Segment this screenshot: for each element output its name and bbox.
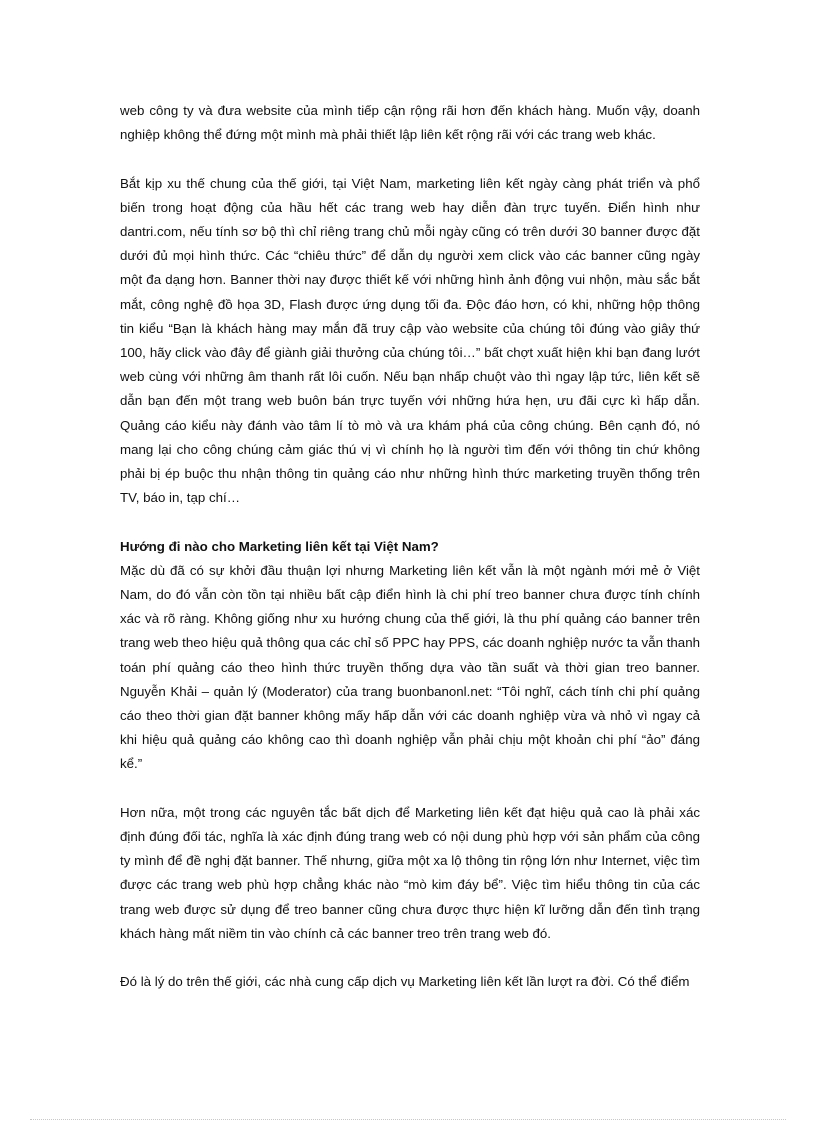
paragraph-intro-continued: web công ty và đưa website của mình tiếp cận rộng rãi hơn đến khách hàng. Muốn vậy, doanh nghiệp không thể đứng một mình mà phải thiết lập liên kết rộng rãi với các trang web khác. <box>120 103 700 143</box>
paragraph-partner-selection: Hơn nữa, một trong các nguyên tắc bất dịch để Marketing liên kết đạt hiệu quả cao là phải xác định đúng đối tác, nghĩa là xác định đúng trang web có nội dung phù hợp với sản phẩm của công ty mình để đề nghị đặt banner. Thế nhưng, giữa một xa lộ thông tin rộng lớn như Internet, việc tìm được các trang web phù hợp chẳng khác nào “mò kim đáy bể”. Việc tìm hiểu thông tin của các trang web được sử dụng để treo banner cũng chưa được thực hiện kĩ lưỡng dẫn đến tình trạng khách hàng mất niềm tin vào chính cả các banner treo trên trang web đó. <box>120 804 700 941</box>
paragraph-service-providers: Đó là lý do trên thế giới, các nhà cung cấp dịch vụ Marketing liên kết lần lượt ra đời. Có thể điểm <box>120 974 690 990</box>
page-bottom-divider <box>30 1119 786 1120</box>
section-heading: Hướng đi nào cho Marketing liên kết tại Việt Nam? <box>120 538 439 554</box>
paragraph-challenges: Mặc dù đã có sự khởi đầu thuận lợi nhưng Marketing liên kết vẫn là một ngành mới mẻ ở Việt Nam, do đó vẫn còn tồn tại nhiều bất cập điển hình là chi phí treo banner chưa được tính chính xác và rõ ràng. Không giống như xu hướng chung của thế giới, là thu phí quảng cáo banner trên trang web theo hiệu quả thông qua các chỉ số PPC hay PPS, các doanh nghiệp nước ta vẫn thanh toán phí quảng cáo theo hình thức truyền thống dựa vào tần suất và thời gian treo banner. Nguyễn Khải – quản lý (Moderator) của trang buonbanonl.net: “Tôi nghĩ, cách tính chi phí quảng cáo theo thời gian đặt banner không mấy hấp dẫn với các doanh nghiệp vừa và nhỏ vì ngay cả khi hiệu quả quảng cáo không cao thì doanh nghiệp vẫn phải chịu một khoản chi phí “ảo” đáng kể.” <box>120 562 700 772</box>
document-body <box>120 99 700 994</box>
paragraph-vietnam-trend: Bắt kịp xu thế chung của thế giới, tại Việt Nam, marketing liên kết ngày càng phát triển và phổ biến trong hoạt động của hầu hết các trang web hay diễn đàn trực tuyến. Điển hình như dantri.com, nếu tính sơ bộ thì chỉ riêng trang chủ mỗi ngày cũng có trên dưới 30 banner được đặt dưới đủ mọi hình thức. Các “chiêu thức” để dẫn dụ người xem click vào các banner cũng ngày một đa dạng hơn. Banner thời nay được thiết kế với những hình ảnh động vui nhộn, màu sắc bắt mắt, công nghệ đồ họa 3D, Flash được ứng dụng tối đa. Độc đáo hơn, có khi, những hộp thông tin kiểu “Bạn là khách hàng may mắn đã truy cập vào website của chúng tôi đúng vào giây thứ 100, hãy click vào đây để giành giải thưởng của chúng tôi…” bất chợt xuất hiện khi bạn đang lướt web cùng với những âm thanh rất lôi cuốn. Nếu bạn nhấp chuột vào thì ngay lập tức, liên kết sẽ dẫn bạn đến một trang web buôn bán trực tuyến với những hứa hẹn, ưu đãi cực kì hấp dẫn. Quảng cáo kiểu này đánh vào tâm lí tò mò và ưa khám phá của công chúng. Bên cạnh đó, nó mang lại cho công chúng cảm giác thú vị vì chính họ là người tìm đến với thông tin chứ không phải bị ép buộc thu nhận thông tin quảng cáo như những hình thức marketing truyền thống trên TV, báo in, tạp chí… <box>120 175 700 506</box>
